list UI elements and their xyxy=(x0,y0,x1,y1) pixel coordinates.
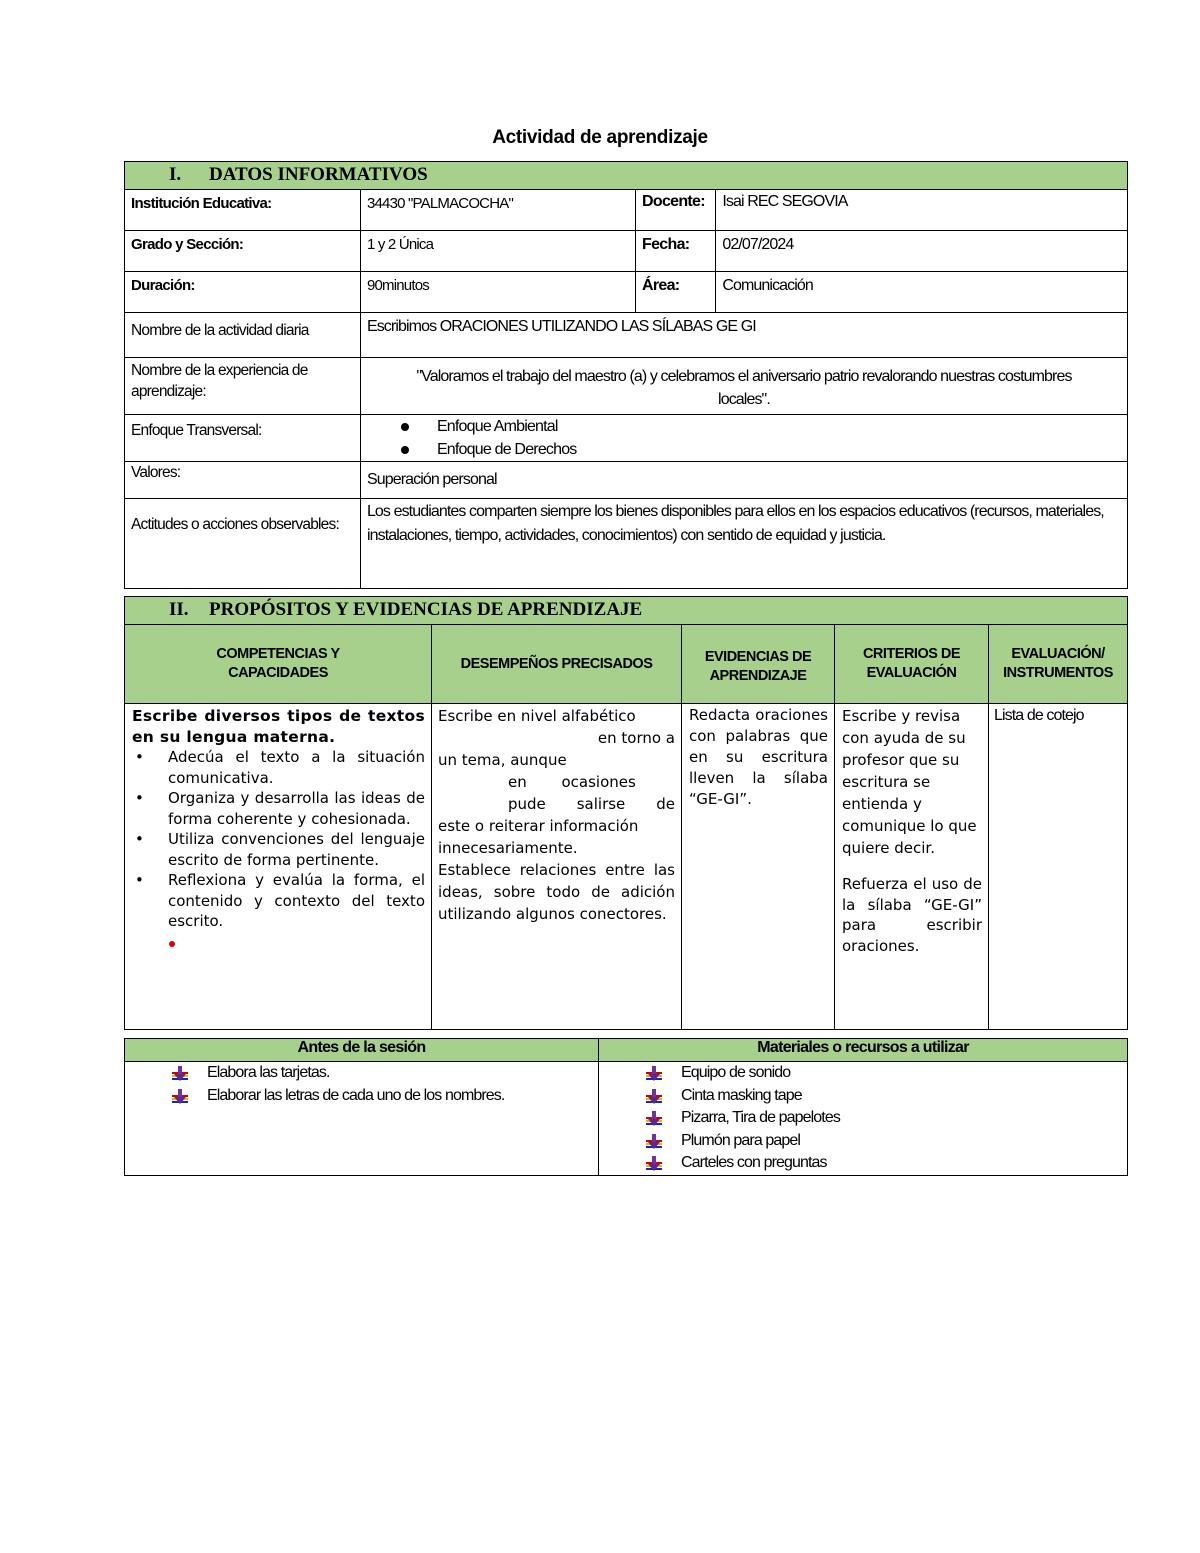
list-item xyxy=(125,1085,598,1108)
header-competencias: COMPETENCIAS Y CAPACIDADES xyxy=(125,625,432,704)
institucion-label: Institución Educativa: xyxy=(125,190,361,231)
area-value: Comunicación xyxy=(716,272,1128,313)
duracion-label: Duración: xyxy=(125,272,361,313)
capacidades-list xyxy=(132,747,425,932)
actitudes-label: Actitudes o acciones observables: xyxy=(125,499,361,589)
material-item-text: Pizarra, Tira de papelotes xyxy=(681,1109,840,1126)
enfoques-list xyxy=(367,415,1121,461)
experiencia-label: Nombre de la experiencia de aprendizaje: xyxy=(125,358,361,415)
list-item: • Organiza y desarrolla las ideas de forma coherente y cohesionada. xyxy=(168,788,425,829)
materiales-cell xyxy=(599,1062,1128,1176)
list-item xyxy=(599,1085,1127,1108)
desempeno-line: Escribe en nivel alfabético xyxy=(438,707,636,725)
instrumento-cell: Lista de cotejo xyxy=(989,704,1128,1030)
institucion-value: 34430 "PALMACOCHA" xyxy=(360,190,635,231)
arrow-down-icon xyxy=(171,1066,189,1082)
area-label: Área: xyxy=(636,272,716,313)
header-instrumentos: EVALUACIÓN/ INSTRUMENTOS xyxy=(989,625,1128,704)
materiales-heading: Materiales o recursos a utilizar xyxy=(599,1039,1128,1062)
actividad-label: Nombre de la actividad diaria xyxy=(125,313,361,358)
enfoque-label: Enfoque Transversal: xyxy=(125,415,361,462)
list-item: • Adecúa el texto a la situación comunicativa. xyxy=(168,747,425,788)
list-item xyxy=(599,1062,1127,1085)
arrow-down-icon xyxy=(645,1156,663,1172)
datos-informativos-table xyxy=(124,161,1128,589)
valores-value: Superación personal xyxy=(360,462,1127,499)
fecha-value: 02/07/2024 xyxy=(716,231,1128,272)
actitudes-value: Los estudiantes comparten siempre los bienes disponibles para ellos en los espacios educativos (recursos, materiales, instalaciones, tiempo, actividades, conocimientos) con sentido de equidad y justicia. xyxy=(360,499,1127,589)
experiencia-value: "Valoramos el trabajo del maestro (a) y celebramos el aniversario patrio revalorando nuestras costumbres locales". xyxy=(360,358,1127,415)
valores-label: Valores: xyxy=(125,462,361,499)
fecha-label: Fecha: xyxy=(636,231,716,272)
desempeno-2: Establece relaciones entre las ideas, sobre todo de adición utilizando algunos conectores. xyxy=(438,861,675,923)
list-item: • Utiliza convenciones del lenguaje escrito de forma pertinente. xyxy=(168,829,425,870)
recursos-table xyxy=(124,1038,1128,1176)
duracion-value: 90minutos xyxy=(360,272,635,313)
criterio-1: Escribe y revisa con ayuda de su profesor que su escritura se entienda y comunique lo que quiere decir. xyxy=(842,707,977,857)
arrow-down-icon xyxy=(645,1066,663,1082)
list-item: Enfoque de Derechos xyxy=(437,438,1121,461)
antes-item-text: Elabora las tarjetas. xyxy=(207,1064,330,1081)
material-item-text: Equipo de sonido xyxy=(681,1064,791,1081)
section-heading-propositos xyxy=(125,597,1128,625)
grado-value: 1 y 2 Única xyxy=(360,231,635,272)
propositos-table xyxy=(124,596,1128,1030)
criterio-2: Refuerza el uso de la sílaba “GE-GI” para escribir oraciones. xyxy=(842,875,982,955)
evidencia-cell: Redacta oraciones con palabras que en su escritura lleven la sílaba “GE-GI”. xyxy=(682,704,835,1030)
arrow-down-icon xyxy=(645,1111,663,1127)
section-title: PROPÓSITOS Y EVIDENCIAS DE APRENDIZAJE xyxy=(209,599,643,620)
list-item xyxy=(599,1107,1127,1130)
header-criterios: CRITERIOS DE EVALUACIÓN xyxy=(835,625,989,704)
enfoques-cell xyxy=(360,415,1127,462)
antes-heading: Antes de la sesión xyxy=(125,1039,599,1062)
material-item-text: Plumón para papel xyxy=(681,1131,801,1149)
section-title: DATOS INFORMATIVOS xyxy=(209,164,428,185)
materiales-list xyxy=(599,1062,1127,1175)
criterios-cell xyxy=(835,704,989,1030)
antes-list xyxy=(125,1062,598,1107)
list-item: • Reflexiona y evalúa la forma, el contenido y contexto del texto escrito. xyxy=(168,870,425,932)
arrow-down-icon xyxy=(171,1089,189,1105)
header-desempenos: DESEMPEÑOS PRECISADOS xyxy=(432,625,682,704)
desempeno-line: pude salirse de xyxy=(508,795,675,813)
section-number: II. xyxy=(169,599,189,620)
red-bullet-icon xyxy=(169,941,175,947)
list-item: Enfoque Ambiental xyxy=(437,415,1121,438)
material-item-text: Cinta masking tape xyxy=(681,1086,802,1104)
arrow-down-icon xyxy=(645,1089,663,1105)
section-heading-datos xyxy=(125,162,1128,190)
desempeno-word: en ocasiones xyxy=(508,773,636,791)
competencia-title: Escribe diversos tipos de textos en su lengua materna. xyxy=(132,707,425,746)
desempeno-line: un tema, aunque xyxy=(438,751,567,769)
desempeno-line: este o reiterar información innecesariamente. xyxy=(438,817,639,857)
list-item xyxy=(599,1152,1127,1175)
antes-item-text: Elaborar las letras de cada uno de los nombres. xyxy=(207,1086,505,1104)
competencias-cell xyxy=(125,704,432,1030)
page-title: Actividad de aprendizaje xyxy=(492,127,708,148)
list-item xyxy=(599,1130,1127,1153)
docente-value: Isai REC SEGOVIA xyxy=(716,190,1128,231)
antes-cell xyxy=(125,1062,599,1176)
desempeno-line xyxy=(438,771,675,793)
header-evidencias: EVIDENCIAS DE APRENDIZAJE xyxy=(682,625,835,704)
desempeno-line: en torno a xyxy=(597,729,675,747)
section-number: I. xyxy=(169,164,182,185)
desempenos-cell xyxy=(432,704,682,1030)
arrow-down-icon xyxy=(645,1134,663,1150)
list-item xyxy=(125,1062,598,1085)
docente-label: Docente: xyxy=(636,190,716,231)
actividad-value: Escribimos ORACIONES UTILIZANDO LAS SÍLABAS GE GI xyxy=(360,313,1127,358)
material-item-text: Carteles con preguntas xyxy=(681,1154,827,1171)
grado-label: Grado y Sección: xyxy=(125,231,361,272)
